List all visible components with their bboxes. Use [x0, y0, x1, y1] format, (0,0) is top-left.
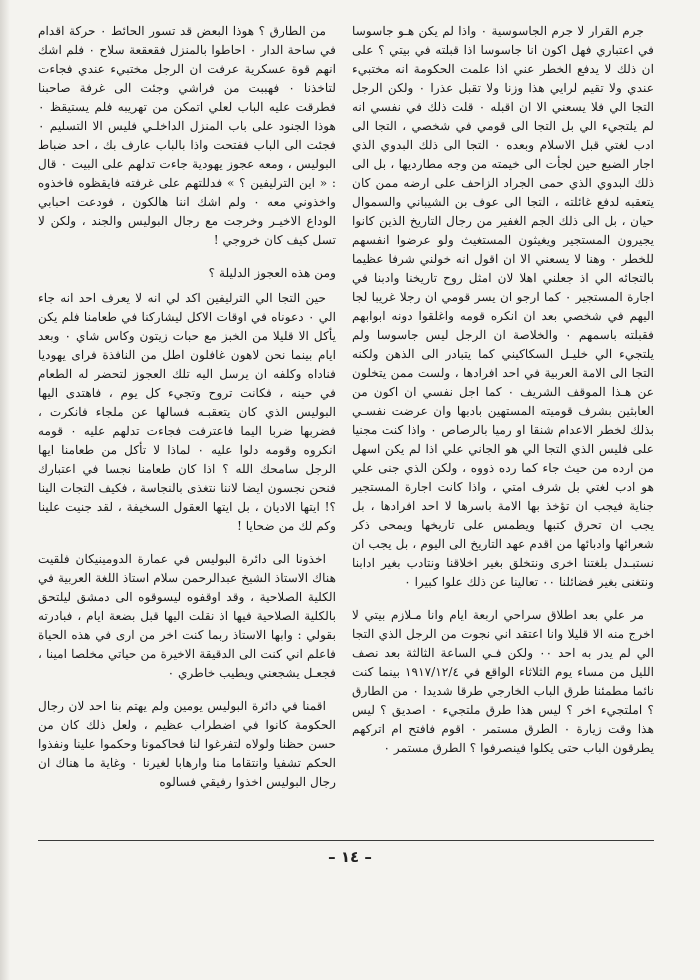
paragraph-question: ومن هذه العجوز الدليلة ؟: [208, 266, 336, 280]
right-text-column: [352, 22, 654, 762]
paragraph: مر علي بعد اطلاق سراحي اربعة ايام وانا مـلازم بيتي لا اخرج منه الا قليلا وانا اعتقد اني نجوت من الرجل الذي التجا الي لم يدر به احد ٠٠ ولكن فـي الساعة الثالثة بعد نصف الليل من مساء يوم الثلاثاء الواقع في ١٩١٧/١٢/٤ بينما كنت نائما مطمئنا طرق الباب الخارجي طرقا شديدا ٠ من الطارق ؟ املتجيء اخر ؟ ليس هذا طرق ملتجيء ٠ اصديق ؟ ليس هذا وقت زيارة ٠ الطرق مستمر ٠ اقوم فافتح ام اتركهم يطرقون الباب حتى يكلوا فينصرفوا ؟ الطرق مستمر ٠: [352, 608, 654, 755]
footer-rule: [38, 840, 654, 841]
page-spine-shadow: [0, 0, 10, 980]
paragraph: حين التجا الي الترليفين اكد لي انه لا يعرف احد انه جاء الي ٠ دعوناه في اوقات الاكل ليشاركنا في طعامنا فلم يكن يأكل الا قليلا من الخبز مع حبات زيتون وكاس شاي ٠ وبعد ايام بينما نحن لاهون غافلون اطل من النافذة فراى يهوديا فناداه وكلفه ان يرسل اليه تلك العجوز لتحضر له الطعام في حينه ، فكانت تروح وتجيء كل يوم ، فاهتدى اليها البوليس الذي كان يتعقبـه فسالها عن ملجاء فانكرت ، فضربها ضربا اليما فاعترفت فجاءت تدلهم عليه ٠ قومه انكروه وقومه دلوا عليه ٠ لماذا لا تأكل من طعامنا ايها الرجل سامحك الله ؟ اذا كان طعامنا نجسا في اعتبارك فنحن نجسون ايضا لاننا نتغذى بالنجاسة ، فكيف التجات الينا ؟! ايتها الاديان ، بل ايتها العقول السخيفة ، لقد جنيت علينا وكم لك من ضحايا !: [38, 291, 337, 533]
paragraph: جرم القرار لا جرم الجاسوسية ٠ واذا لم يكن هـو جاسوسا في اعتباري فهل اكون انا جاسوسا اذا قبلته في بيتي ؟ على ان ذلك لا يدفع الخطر عني اذا علمت الحكومة انه مختبيء عندي ولا تقيم لرايي هذا وزنا ولا تقبل عذرا ٠ ولكن الرجل التجا الي فلا يسعني الا ان اقبله ٠ قلت ذلك في نفسي انه لم يلتجيء الي بل التجا الى قومي في شخصي ، التجا الى ادب لغتي قبل الاسلام وبعده ٠ التجا الى ذلك البدوي الذي اجار الضبع حين لجأت الى خيمته من وجه مطارديها ، بل الى ذلك البدوي الذي حمى الجراد الزاحف على ارضه ممن كان يتعقبه لدفع غائلته ، التجا الى عوف بن الشيباني والسموال حيان ، بل الى ذلك الجم الغفير من رجال التاريخ الذين كانوا يجيرون المستجير ويغيثون المستغيث ولو عرضوا انفسهم للخطر ٠ وهنا لا يسعني الا ان اقول انه خولني شرفا عظيما بالتجائه الي اذ جعلني اهلا لان امثل روح تاريخنا وادبنا في اجارة المستجير ٠ كما ارجو ان يسر قومي ان رجلا غريبا لجا اليهم في شخصي بعد ان انكره قومه واغلقوا دونه ابوابهم فقبلته باسمهم ٠ والخلاصة ان الرجل ليس جاسوسا ولم يلتجيء الي خليـل السكاكيني كما يتبادر الى الذهن ولكنه التجا الى الامة العربية في احد افرادها ، ولست ممن يتخلون عن هـذا الموقف الشريف ٠ كما اجل نفسي ان اكون من العابثين بشرف قوميته المستهين بادبها وان عرضت نفسـي بذلك لخطر الاعدام شنقا او رميا بالرصاص ٠ واذا كنت مجنيا على فليس الذي التجا الي هو الجاني علي اذا لم يكن اسهل من ارده من حيث جاء كما رده ذووه ، ولكن الذي جنى علي هو ادب لغتي بل شرف امتي ، واذا كانت اجارة المستجير جناية فيجب ان تؤخذ بها الامة باسرها لا احد افرادها ، بل يجب ان تحرق كتبها ويطمس على تاريخها ويمحى ذكر شعرائها وادبائها من اقدم عهد التاريخ الى اليوم ، بل يجب ان نستبـدل بلغتنا اخرى ونتخلق بغير اخلاقنا ونتادب بغير ادابنا ونتغنى بغير فضائلنا ٠٠ تعالينا عن ذلك علوا كبيرا ٠: [352, 24, 654, 589]
paragraph: من الطارق ؟ هوذا البعض قد تسور الحائط ٠ حركة اقدام في ساحة الدار ٠ احاطوا بالمنزل فقعقعة سلاح ٠ فلم اشك انهم قوة عسكرية عرفت ان الرجل مختبيء عندي فجاءت لتاخذنا ٠ فهببت من فراشي وجئت الى غرفة صاحبنا فطرقت عليه الباب لعلي اتمكن من تهريبه فلم يستيقظ ٠ هوذا الجنود على باب المنزل الداخلـي فليس الا التسليم ٠ فجئت الى الباب ففتحت واذا بالباب عارف بك ، احد ضباط البوليس ، ومعه عجوز يهودية جاءت تدلهم على البيت ٠ قال : « اين الترليفين ؟ » فدللتهم على غرفته فايقظوه فاخذوه واخذوني معه ٠ ولم اشك اننا هالكون ، فودعت احبابي الوداع الاخيـر وخرجت مع رجال البوليس والجند ، ولكن لا تسل كيف كان خروجي !: [38, 24, 336, 247]
paragraph: اخذونا الى دائرة البوليس في عمارة الدومينيكان فلقيت هناك الاستاذ الشيخ عبدالرحمن سلام استاذ اللغة العربية في الكلية الصلاحية ، وقد اوقفوه ليسوقوه الى دمشق ليلتحق بالكلية الصلاحية فيها اذ نقلت اليها قبل بضعة ايام ، فبادرته بقولي : وابها الاستاذ ربما كنت اخر من ارى في هذه الحياة فاعلم اني كنت الى الدقيقة الاخيرة من حياتي مخلصا امينا ، فجعـل يشجعني ويطيب خاطري ٠: [38, 552, 336, 680]
paragraph: اقمنا في دائرة البوليس يومين ولم يهتم بنا احد لان رجال الحكومة كانوا في اضطراب عظيم ، ولعل ذلك كان من حسن حظنا ولولاه لتفرغوا لنا فحاكمونا وحكموا علينا ونفذوا الحكم تشفيا وانتقاما منا وارهابا لغيرنا ٠ وغاية ما هناك ان رجال البوليس اخذوا رفيقي فسالوه: [38, 699, 336, 789]
left-text-column: [38, 22, 336, 796]
page-number: – ١٤ –: [328, 848, 372, 866]
